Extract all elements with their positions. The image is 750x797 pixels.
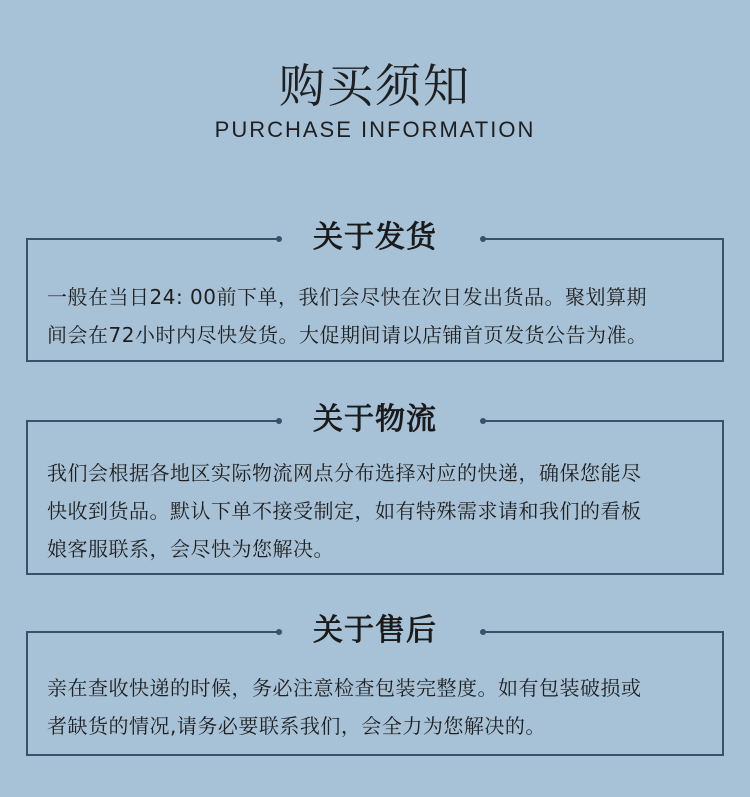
text-line: 者缺货的情况,请务必要联系我们，会全力为您解决的。 <box>47 714 546 738</box>
text-line: 我们会根据各地区实际物流网点分布选择对应的快递，确保您能尽 <box>47 461 642 485</box>
page-subtitle: PURCHASE INFORMATION <box>214 117 536 142</box>
text-line: 娘客服联系，会尽快为您解决。 <box>47 537 334 561</box>
page-title: 购买须知 <box>279 59 471 113</box>
text-line: 间会在72小时内尽快发货。大促期间请以店铺首页发货公告为准。 <box>47 323 648 347</box>
text-line: 快收到货品。默认下单不接受制定，如有特殊需求请和我们的看板 <box>47 499 642 523</box>
section-body-shipping <box>47 278 707 354</box>
section-title-after-sales: 关于售后 <box>313 613 437 648</box>
text-line: 亲在查收快递的时候，务必注意检查包装完整度。如有包装破损或 <box>47 676 642 700</box>
logistics-section <box>26 402 724 575</box>
after-sales-section <box>26 613 724 756</box>
section-title-logistics: 关于物流 <box>313 402 437 437</box>
section-body-logistics <box>47 454 707 568</box>
section-body-after-sales <box>47 669 707 745</box>
shipping-section <box>26 220 724 362</box>
text-line: 一般在当日24: 00前下单，我们会尽快在次日发出货品。聚划算期 <box>47 285 647 309</box>
section-title-shipping: 关于发货 <box>313 220 437 255</box>
